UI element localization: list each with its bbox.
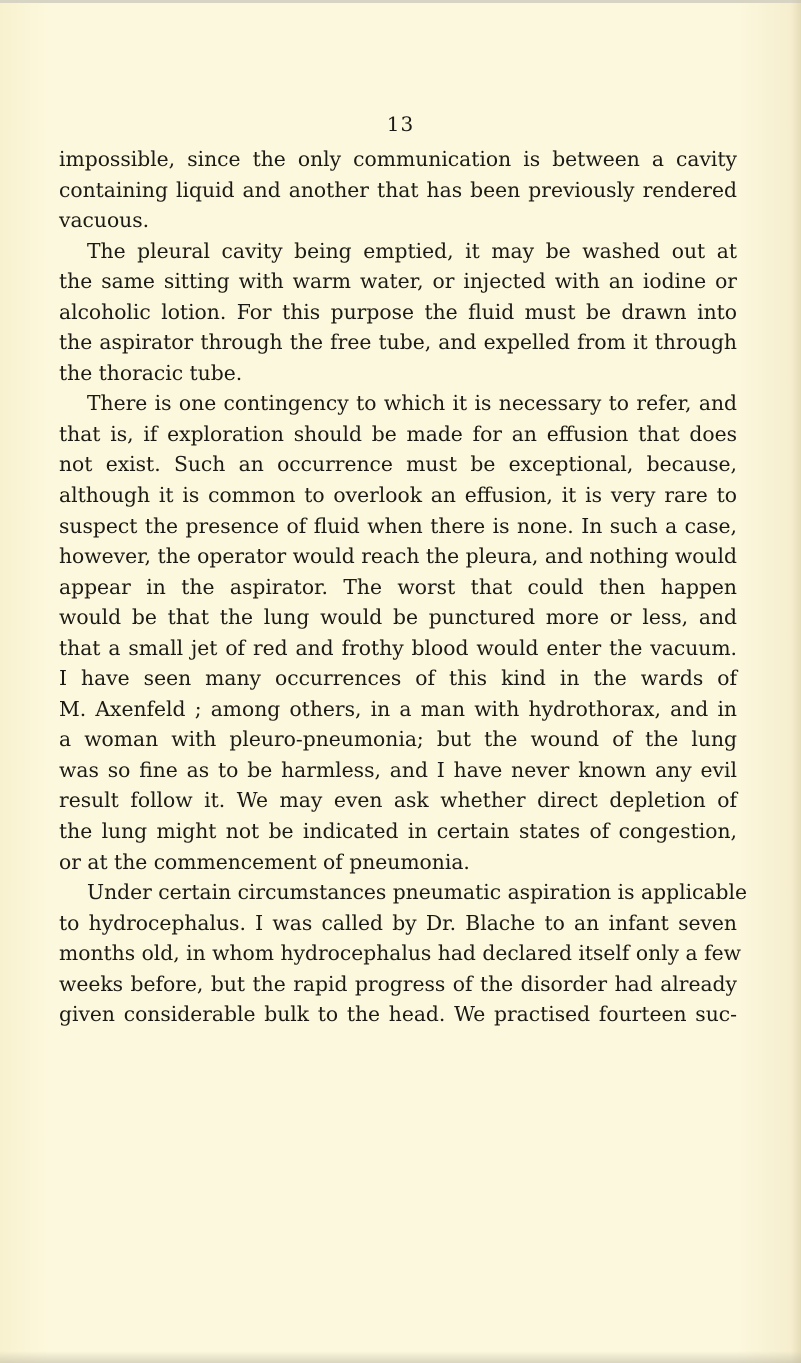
text-line: given considerable bulk to the head. We practised fourteen suc- <box>59 1002 737 1027</box>
text-line: a woman with pleuro-pneumonia; but the wound of the lung <box>59 727 737 752</box>
text-line: containing liquid and another that has been previously rendered <box>59 177 737 202</box>
text-line: the aspirator through the free tube, and expelled from it through <box>59 330 737 355</box>
text-line: impossible, since the only communication is between a cavity <box>59 147 737 171</box>
text-line: The pleural cavity being emptied, it may be washed out at <box>87 238 737 263</box>
text-line: appear in the aspirator. The worst that could then happen <box>59 574 737 599</box>
text-line: would be that the lung would be punctured more or less, and <box>59 605 737 630</box>
text-line: M. Axenfeld ; among others, in a man with hydrothorax, and in <box>59 696 737 721</box>
page-right-edge <box>791 0 801 1363</box>
text-line: although it is common to overlook an effusion, it is very rare to <box>59 483 737 508</box>
text-line: was so fine as to be harmless, and I have never known any evil <box>59 757 737 782</box>
text-line: the thoracic tube. <box>59 360 243 385</box>
text-line: the same sitting with warm water, or injected with an iodine or <box>59 269 737 294</box>
text-line: Under certain circumstances pneumatic aspiration is applicable <box>87 880 747 905</box>
page-number: 13 <box>386 112 415 136</box>
text-line: or at the commencement of pneumonia. <box>59 849 470 874</box>
text-line: suspect the presence of fluid when there is none. In such a case, <box>59 513 737 538</box>
text-line: result follow it. We may even ask whether direct depletion of <box>59 788 737 813</box>
text-line: weeks before, but the rapid progress of the disorder had already <box>59 971 737 996</box>
text-line: however, the operator would reach the pleura, and nothing would <box>59 544 737 569</box>
text-line: to hydrocephalus. I was called by Dr. Blache to an infant seven <box>59 910 737 935</box>
text-line: the lung might not be indicated in certain states of congestion, <box>59 819 737 844</box>
text-line: that is, if exploration should be made for an effusion that does <box>59 421 737 446</box>
text-line: There is one contingency to which it is necessary to refer, and <box>87 391 737 416</box>
text-line: I have seen many occurrences of this kind in the wards of <box>59 666 737 691</box>
page-top-edge <box>0 0 801 3</box>
text-line: that a small jet of red and frothy blood would enter the vacuum. <box>59 635 737 660</box>
text-line: alcoholic lotion. For this purpose the fluid must be drawn into <box>59 299 737 324</box>
text-line: vacuous. <box>59 208 150 233</box>
body-text <box>59 144 747 1030</box>
text-line: months old, in whom hydrocephalus had declared itself only a few <box>59 941 741 966</box>
text-line: not exist. Such an occurrence must be exceptional, because, <box>59 452 737 477</box>
page-bottom-edge <box>0 1351 801 1363</box>
